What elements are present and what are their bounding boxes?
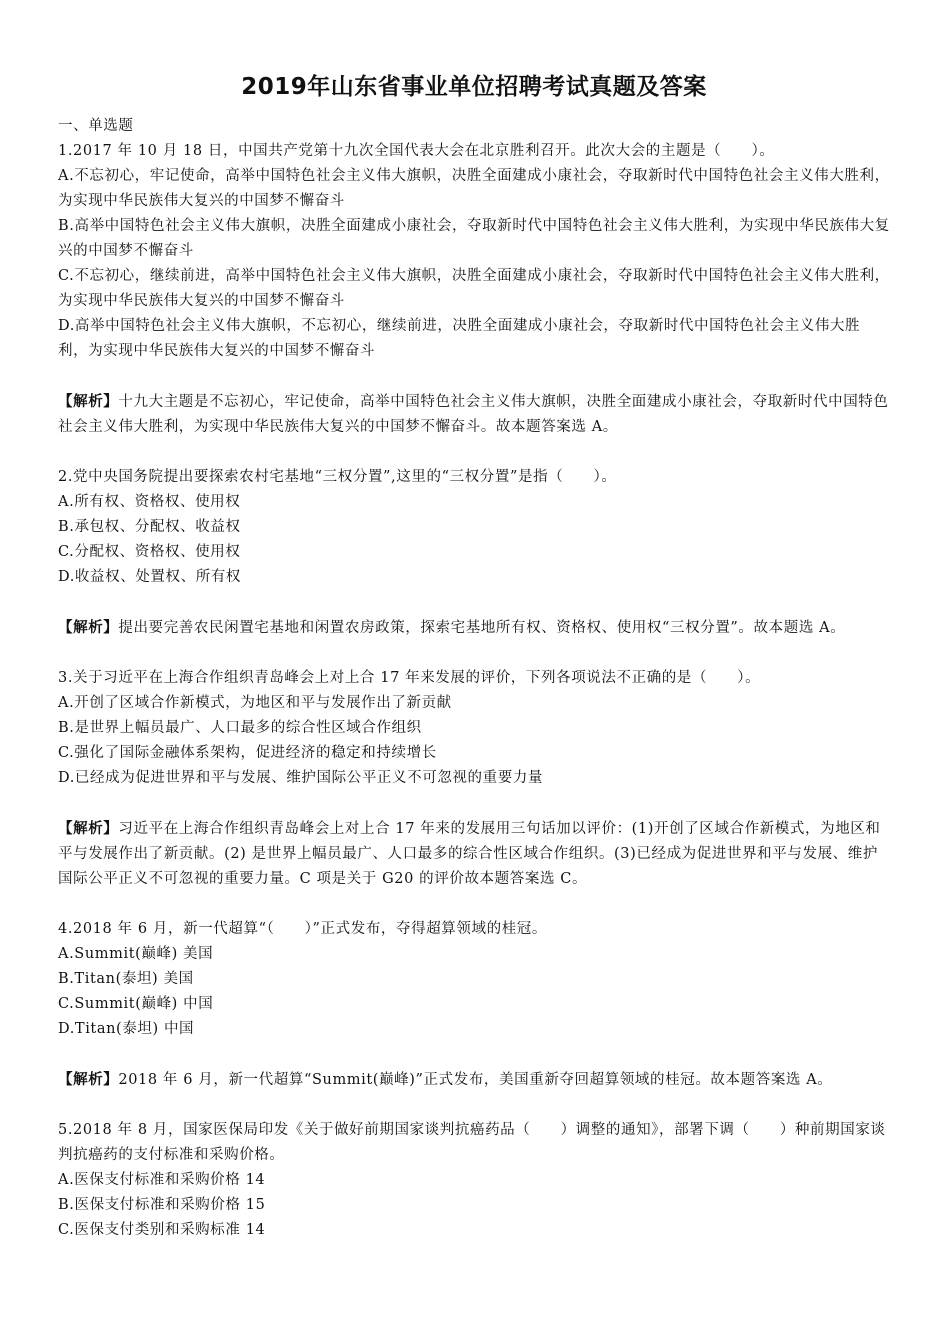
option-b: B.高举中国特色社会主义伟大旗帜，决胜全面建成小康社会，夺取新时代中国特色社会主义伟大胜利，为实现中华民族伟大复兴的中国梦不懈奋斗 [58,218,890,259]
option-a: A.不忘初心，牢记使命，高举中国特色社会主义伟大旗帜，决胜全面建成小康社会，夺取新时代中国特色社会主义伟大胜利，为实现中华民族伟大复兴的中国梦不懈奋斗 [58,168,890,209]
analysis-text: 2018 年 6 月，新一代超算“Summit(巅峰)”正式发布，美国重新夺回超算领域的桂冠。故本题答案选 A。 [118,1072,833,1088]
option-a: A.医保支付标准和采购价格 14 [58,1172,266,1188]
analysis-text: 十九大主题是不忘初心，牢记使命，高举中国特色社会主义伟大旗帜，决胜全面建成小康社会，夺取新时代中国特色社会主义伟大胜利，为实现中华民族伟大复兴的中国梦不懈奋斗。故本题答案选 A。 [58,394,889,435]
option-a: A.Summit(巅峰) 美国 [58,946,214,962]
option-c: C.分配权、资格权、使用权 [58,544,241,560]
option-b: B.是世界上幅员最广、人口最多的综合性区域合作组织 [58,720,422,736]
question-stem: 2.党中央国务院提出要探索农村宅基地“三权分置”,这里的“三权分置”是指（ ）。 [58,469,617,485]
option-d: D.高举中国特色社会主义伟大旗帜，不忘初心，继续前进，决胜全面建成小康社会，夺取新时代中国特色社会主义伟大胜利，为实现中华民族伟大复兴的中国梦不懈奋斗 [58,318,861,359]
question-block [58,1118,890,1243]
question-block [58,666,890,892]
analysis-paragraph [58,816,890,892]
question-stem: 1.2017 年 10 月 18 日，中国共产党第十九次全国代表大会在北京胜利召开。此次大会的主题是（ ）。 [58,143,775,159]
analysis-paragraph [58,389,890,440]
page-title: 2019年山东省事业单位招聘考试真题及答案 [241,74,707,100]
analysis-text: 习近平在上海合作组织青岛峰会上对上合 17 年来的发展用三句话加以评价：(1)开创了区域合作新模式，为地区和平与发展作出了新贡献。(2) 是世界上幅员最广、人口最多的综合性区域合作组织。(3)已经成为促进世界和平与发展、维护国际公平正义不可忽视的重要力量。C 项是关于 G20 的评价故本题答案选 C。 [58,821,881,887]
analysis-tag: 【解析】 [58,619,119,636]
option-c: C.医保支付类别和采购标准 14 [58,1222,266,1238]
option-c: C.不忘初心，继续前进，高举中国特色社会主义伟大旗帜，决胜全面建成小康社会，夺取新时代中国特色社会主义伟大胜利，为实现中华民族伟大复兴的中国梦不懈奋斗 [58,268,890,309]
option-a: A.所有权、资格权、使用权 [58,494,241,510]
section-heading: 一、单选题 [58,118,134,134]
question-block [58,465,890,641]
analysis-tag: 【解析】 [58,393,119,410]
analysis-paragraph [58,1067,890,1093]
analysis-tag: 【解析】 [58,1071,119,1088]
question-block [58,139,890,440]
question-stem: 5.2018 年 8 月，国家医保局印发《关于做好前期国家谈判抗癌药品（ ）调整的通知》，部署下调（ ）种前期国家谈判抗癌药的支付标准和采购价格。 [58,1122,886,1163]
option-d: D.Titan(泰坦) 中国 [58,1021,195,1037]
analysis-paragraph [58,615,890,641]
option-d: D.收益权、处置权、所有权 [58,569,242,585]
option-b: B.医保支付标准和采购价格 15 [58,1197,266,1213]
question-block [58,917,890,1093]
question-stem: 3.关于习近平在上海合作组织青岛峰会上对上合 17 年来发展的评价，下列各项说法不正确的是（ ）。 [58,670,761,686]
option-d: D.已经成为促进世界和平与发展、维护国际公平正义不可忽视的重要力量 [58,770,544,786]
option-b: B.承包权、分配权、收益权 [58,519,241,535]
analysis-text: 提出要完善农民闲置宅基地和闲置农房政策，探索宅基地所有权、资格权、使用权“三权分置”。故本题选 A。 [118,620,846,636]
analysis-tag: 【解析】 [58,820,119,837]
option-a: A.开创了区域合作新模式，为地区和平与发展作出了新贡献 [58,695,452,711]
question-stem: 4.2018 年 6 月，新一代超算“（ ）”正式发布，夺得超算领域的桂冠。 [58,921,548,937]
option-b: B.Titan(泰坦) 美国 [58,971,194,987]
option-c: C.Summit(巅峰) 中国 [58,996,214,1012]
option-c: C.强化了国际金融体系架构，促进经济的稳定和持续增长 [58,745,437,761]
